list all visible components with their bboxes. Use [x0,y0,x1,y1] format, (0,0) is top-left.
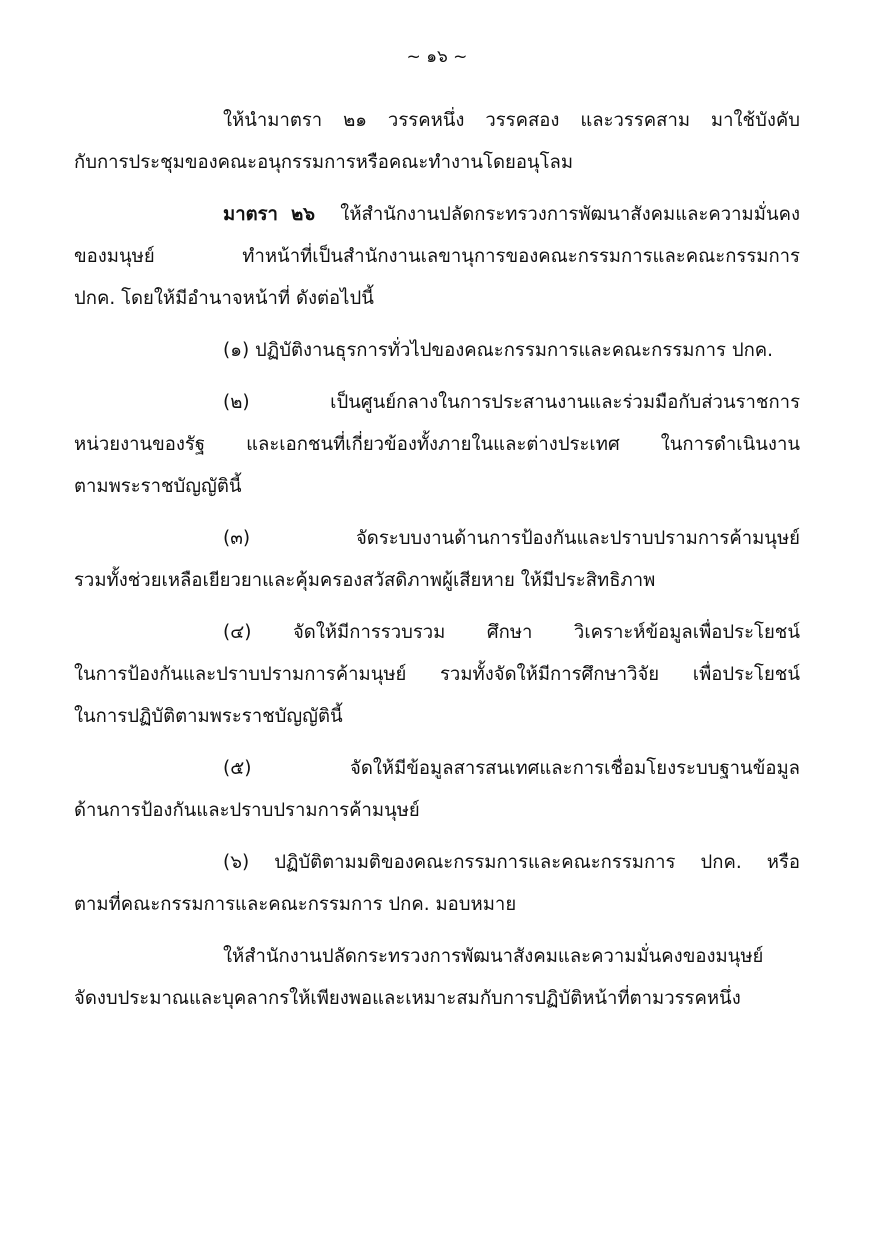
text-line: ให้นำมาตรา ๒๑ วรรคหนึ่ง วรรคสอง และวรรคสาม มาใช้บังคับ [223,110,800,131]
list-item [74,612,800,738]
paragraph [74,936,800,1020]
text-line: จัดงบประมาณและบุคลากรให้เพียงพอและเหมาะสมกับการปฏิบัติหน้าที่ตามวรรคหนึ่ง [74,988,741,1009]
text-line: (๓) จัดระบบงานด้านการป้องกันและปราบปรามการค้ามนุษย์ [223,528,800,549]
text-line: รวมทั้งช่วยเหลือเยียวยาและคุ้มครองสวัสดิภาพผู้เสียหาย ให้มีประสิทธิภาพ [74,570,656,591]
list-item [74,382,800,508]
list-item [74,842,800,926]
text-line [74,194,800,236]
section-text: ให้สำนักงานปลัดกระทรวงการพัฒนาสังคมและความมั่นคง [340,204,800,225]
text-line: ตามพระราชบัญญัตินี้ [74,476,242,497]
text-line: ในการปฏิบัติตามพระราชบัญญัตินี้ [74,706,343,727]
document-body [74,100,800,1020]
text-line: ตามที่คณะกรรมการและคณะกรรมการ ปกค. มอบหมาย [74,894,517,915]
section-paragraph [74,194,800,320]
text-line: ให้สำนักงานปลัดกระทรวงการพัฒนาสังคมและความมั่นคงของมนุษย์ [223,946,764,967]
text-line: (๕) จัดให้มีข้อมูลสารสนเทศและการเชื่อมโยงระบบฐานข้อมูล [223,758,800,779]
paragraph [74,100,800,184]
list-item [74,330,800,372]
text-line: ในการป้องกันและปราบปรามการค้ามนุษย์ รวมทั้งจัดให้มีการศึกษาวิจัย เพื่อประโยชน์ [74,664,800,685]
list-item [74,518,800,602]
text-line: (๖) ปฏิบัติตามมติของคณะกรรมการและคณะกรรมการ ปกค. หรือ [223,852,800,873]
page-number: ~ ๑๖ ~ [406,47,468,67]
text-line: (๔) จัดให้มีการรวบรวม ศึกษา วิเคราะห์ข้อมูลเพื่อประโยชน์ [223,622,800,643]
text-line: (๒) เป็นศูนย์กลางในการประสานงานและร่วมมือกับส่วนราชการ [223,392,800,413]
text-line: ของมนุษย์ ทำหน้าที่เป็นสำนักงานเลขานุการของคณะกรรมการและคณะกรรมการ [74,246,800,267]
list-item [74,748,800,832]
text-line: กับการประชุมของคณะอนุกรรมการหรือคณะทำงานโดยอนุโลม [74,152,574,173]
text-line: หน่วยงานของรัฐ และเอกชนที่เกี่ยวข้องทั้งภายในและต่างประเทศ ในการดำเนินงาน [74,434,800,455]
text-line: ปกค. โดยให้มีอำนาจหน้าที่ ดังต่อไปนี้ [74,288,374,309]
text-line: (๑) ปฏิบัติงานธุรการทั่วไปของคณะกรรมการและคณะกรรมการ ปกค. [223,340,774,361]
section-label: มาตรา ๒๖ [223,204,316,225]
text-line: ด้านการป้องกันและปราบปรามการค้ามนุษย์ [74,800,420,821]
